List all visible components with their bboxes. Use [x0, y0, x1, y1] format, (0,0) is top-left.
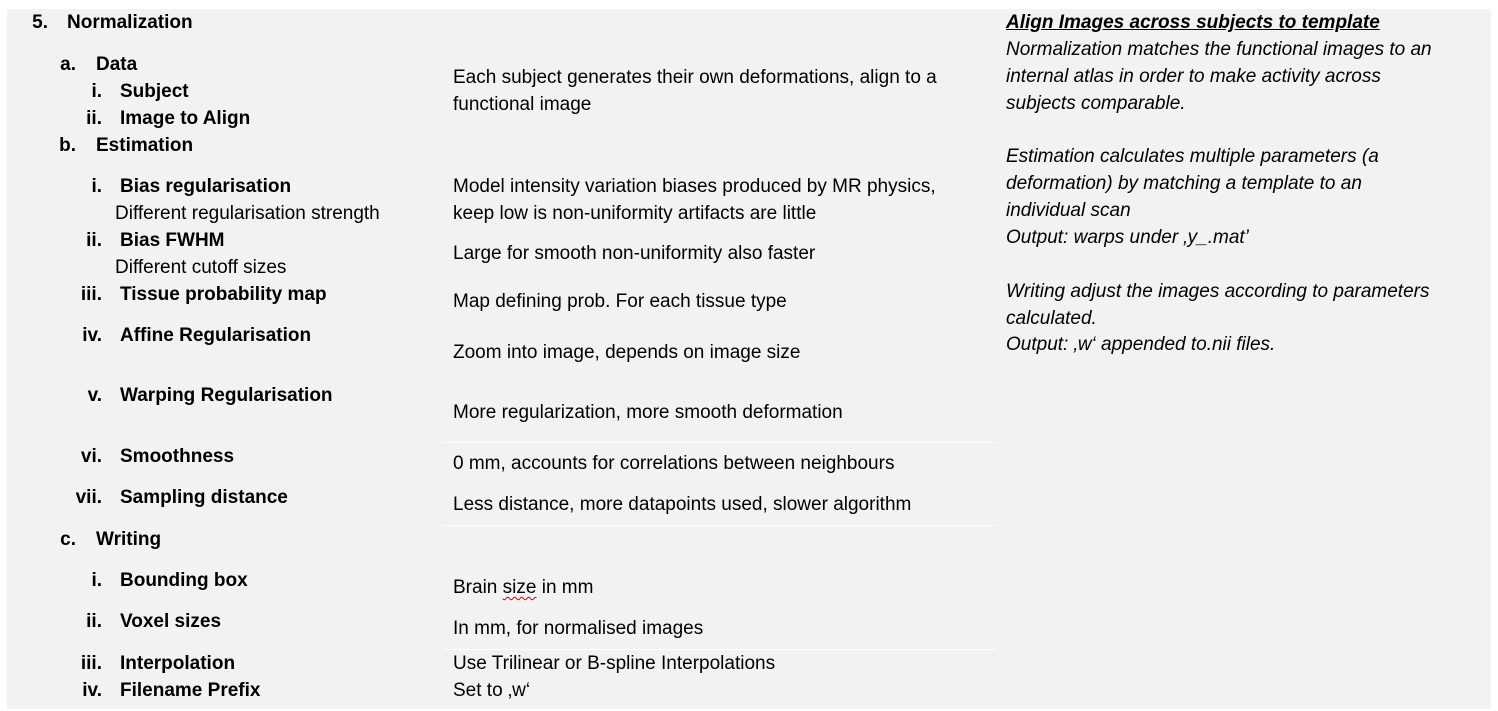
notes-heading: Align Images across subjects to template: [1006, 12, 1380, 33]
item-label-bias-fwhm: Bias FWHM: [120, 230, 225, 251]
item-number: vi.: [80, 446, 102, 467]
item-label-image-to-align: Image to Align: [120, 108, 251, 129]
table-rule: [443, 442, 996, 443]
notes-line: deformation) by matching a template to an: [1006, 173, 1362, 194]
subsection-letter: a.: [60, 54, 76, 75]
item-label-tissue-probability-map: Tissue probability map: [120, 284, 327, 305]
notes-line: subjects comparable.: [1006, 93, 1186, 114]
item-number: iv.: [82, 325, 102, 346]
description-bounding-box: [453, 577, 593, 599]
subsection-title-estimation: Estimation: [96, 135, 194, 156]
description-data-line2: functional image: [453, 94, 592, 115]
notes-line: Output: warps under ‚y_.mat’: [1006, 227, 1249, 248]
item-number: i.: [91, 176, 102, 197]
description-voxel-sizes: In mm, for normalised images: [453, 618, 704, 639]
item-number: iii.: [80, 284, 102, 305]
table-rule: [443, 525, 996, 526]
bbox-text-part: Brain: [453, 577, 503, 598]
subsection-letter: c.: [60, 529, 76, 550]
item-number: ii.: [86, 230, 102, 251]
notes-line: individual scan: [1006, 200, 1131, 221]
description-data-line1: Each subject generates their own deformations, align to a: [453, 67, 937, 88]
description-bias-reg-line2: keep low is non-uniformity artifacts are little: [453, 203, 817, 224]
item-label-smoothness: Smoothness: [120, 446, 235, 467]
notes-line: calculated.: [1006, 308, 1097, 329]
item-number: i.: [91, 570, 102, 591]
item-number: iii.: [80, 653, 102, 674]
item-label-interpolation: Interpolation: [120, 653, 236, 674]
bbox-text-part: in mm: [536, 577, 594, 598]
notes-line: internal atlas in order to make activity across: [1006, 66, 1381, 87]
subsection-letter: b.: [59, 135, 76, 156]
item-number: i.: [91, 81, 102, 102]
subsection-title-writing: Writing: [96, 529, 162, 550]
item-number: vii.: [75, 487, 102, 508]
description-bias-fwhm: Large for smooth non-uniformity also faster: [453, 243, 816, 264]
description-smoothness: 0 mm, accounts for correlations between neighbours: [453, 453, 895, 474]
spellcheck-word: size: [502, 577, 537, 598]
item-label-warping-regularisation: Warping Regularisation: [120, 385, 333, 406]
section-number: 5.: [32, 12, 48, 33]
description-affine: Zoom into image, depends on image size: [453, 342, 801, 363]
item-number: ii.: [86, 611, 102, 632]
notes-line: Output: ‚w‘ appended to.nii files.: [1006, 334, 1276, 355]
notes-line: Normalization matches the functional images to an: [1006, 39, 1432, 60]
item-label-sampling-distance: Sampling distance: [120, 487, 288, 508]
notes-line: Writing adjust the images according to parameters: [1006, 281, 1430, 302]
item-number: ii.: [86, 108, 102, 129]
description-warping: More regularization, more smooth deformation: [453, 402, 843, 423]
item-label-voxel-sizes: Voxel sizes: [120, 611, 222, 632]
item-number: iv.: [82, 680, 102, 701]
description-interpolation: Use Trilinear or B-spline Interpolations: [453, 653, 776, 674]
description-sampling: Less distance, more datapoints used, slower algorithm: [453, 494, 912, 515]
description-tpm: Map defining prob. For each tissue type: [453, 291, 787, 312]
item-label-subject: Subject: [120, 81, 189, 102]
item-label-affine-regularisation: Affine Regularisation: [120, 325, 312, 346]
item-label-bias-regularisation: Bias regularisation: [120, 176, 292, 197]
table-rule: [443, 649, 996, 650]
item-label-filename-prefix: Filename Prefix: [120, 680, 261, 701]
notes-line: Estimation calculates multiple parameters (a: [1006, 146, 1379, 167]
item-sublabel: Different regularisation strength: [115, 203, 380, 224]
description-bias-reg-line1: Model intensity variation biases produced by MR physics,: [453, 176, 936, 197]
item-sublabel: Different cutoff sizes: [115, 257, 287, 278]
item-label-bounding-box: Bounding box: [120, 570, 248, 591]
description-filename-prefix: Set to ‚w‘: [453, 680, 531, 701]
subsection-title-data: Data: [96, 54, 138, 75]
section-title: Normalization: [67, 12, 193, 33]
item-number: v.: [87, 385, 102, 406]
